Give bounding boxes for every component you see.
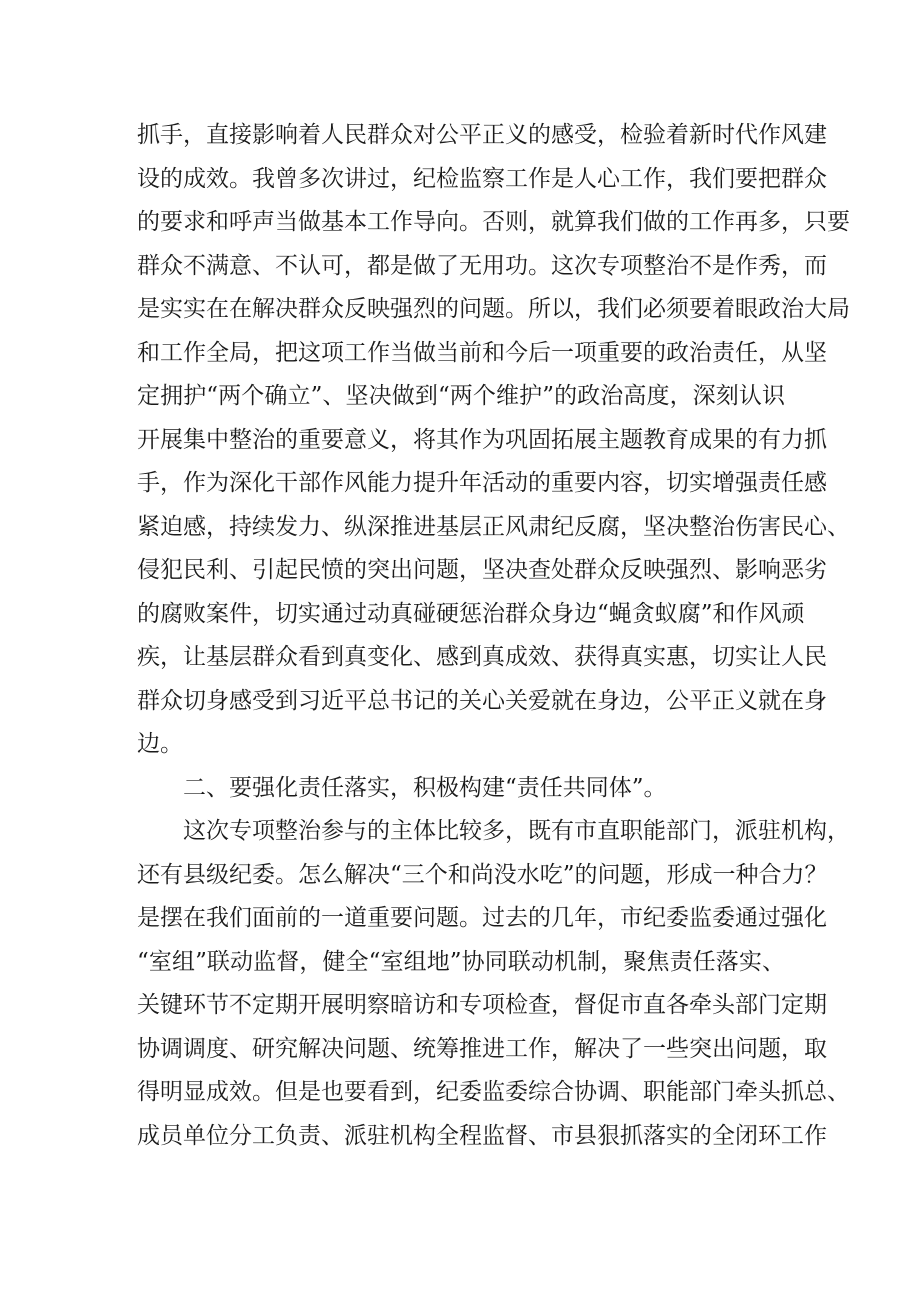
paragraph <box>137 114 850 767</box>
text-line: 是摆在我们面前的一道重要问题。过去的几年，市纪委监委通过强化 <box>137 905 827 931</box>
text-line: 协调调度、研究解决问题、统筹推进工作，解决了一些突出问题，取 <box>137 1035 827 1062</box>
text-line: 边。 <box>137 731 183 757</box>
document-body <box>137 114 850 1158</box>
text-line: 手，作为深化干部作风能力提升年活动的重要内容，切实增强责任感 <box>137 470 827 496</box>
text-line: 还有县级纪委。怎么解决“三个和尚没水吃”的问题，形成一种合力？ <box>137 861 828 888</box>
text-line: 的要求和呼声当做基本工作导向。否则，就算我们做的工作再多，只要 <box>137 209 850 235</box>
text-line: 抓手，直接影响着人民群众对公平正义的感受，检验着新时代作风建 <box>137 122 827 148</box>
text-line: “室组”联动监督，健全“室组地”协同联动机制，聚焦责任落实、 <box>137 948 785 975</box>
text-line: 这次专项整治参与的主体比较多，既有市直职能部门，派驻机构， <box>183 818 850 844</box>
text-line: 和工作全局，把这项工作当做当前和今后一项重要的政治责任，从坚 <box>137 339 827 366</box>
text-line: 紧迫感，持续发力、纵深推进基层正风肃纪反腐，坚决整治伤害民心、 <box>137 513 850 540</box>
text-line: 疾，让基层群众看到真变化、感到真成效、获得真实惠，切实让人民 <box>137 644 827 670</box>
text-line: 设的成效。我曾多次讲过，纪检监察工作是人心工作，我们要把群众 <box>137 165 827 192</box>
text-line: 的腐败案件，切实通过动真碰硬惩治群众身边“蝇贪蚁腐”和作风顽 <box>137 600 805 627</box>
text-line: 得明显成效。但是也要看到，纪委监委综合协调、职能部门牵头抓总、 <box>137 1079 850 1105</box>
section-heading <box>137 767 785 811</box>
heading-line: 二、要强化责任落实，积极构建“责任共同体”。 <box>183 774 667 801</box>
text-line: 是实实在在解决群众反映强烈的问题。所以，我们必须要着眼政治大局 <box>137 296 850 322</box>
text-line: 定拥护“两个确立”、坚决做到“两个维护”的政治高度，深刻认识 <box>137 383 785 409</box>
text-line: 开展集中整治的重要意义，将其作为巩固拓展主题教育成果的有力抓 <box>137 426 827 453</box>
text-line: 群众不满意、不认可，都是做了无用功。这次专项整治不是作秀，而 <box>137 252 827 279</box>
text-line: 群众切身感受到习近平总书记的关心关爱就在身边，公平正义就在身 <box>137 687 827 714</box>
text-line: 侵犯民利、引起民愤的突出问题，坚决查处群众反映强烈、影响恶劣 <box>137 557 827 583</box>
text-line: 关键环节不定期开展明察暗访和专项检查，督促市直各牵头部门定期 <box>137 992 827 1018</box>
paragraph <box>137 810 850 1158</box>
text-line: 成员单位分工负责、派驻机构全程监督、市县狠抓落实的全闭环工作 <box>137 1122 827 1149</box>
